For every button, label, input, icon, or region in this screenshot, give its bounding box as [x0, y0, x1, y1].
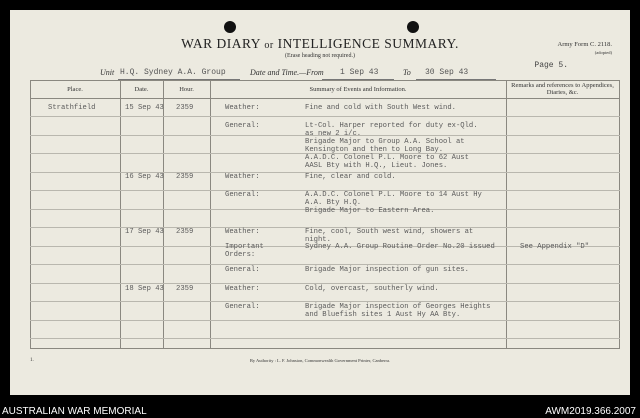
unit-line: Unit H.Q. Sydney A.A. Group Date and Time.—From 1 Sep 43 To 30 Sep 43	[10, 68, 630, 82]
unit-value: H.Q. Sydney A.A. Group	[120, 68, 226, 77]
entry-label: Important Orders:	[225, 243, 264, 259]
entry-date: 15 Sep 43	[125, 104, 164, 112]
entry-label: General:	[225, 303, 260, 311]
diary-page	[10, 10, 630, 395]
col-remarks: Remarks and references to Appendices, Diaries, &c.	[511, 82, 614, 96]
entry-text: Fine, clear and cold.	[305, 173, 396, 181]
army-form-number: Army Form C. 2118. (adopted)	[557, 41, 612, 55]
entry-hour: 2359	[176, 173, 194, 181]
entry-date: 17 Sep 43	[125, 228, 164, 236]
institution-caption: AUSTRALIAN WAR MEMORIAL	[2, 406, 147, 417]
entry-text: Brigade Major inspection of Georges Heights and Bluefish sites 1 Aust Hy AA Bty.	[305, 303, 491, 319]
entry-date: 18 Sep 43	[125, 285, 164, 293]
page-number: Page 5.	[534, 61, 568, 70]
entry-remark: See Appendix "D"	[520, 243, 590, 251]
punch-hole	[407, 21, 419, 33]
entry-text: Cold, overcast, southerly wind.	[305, 285, 439, 293]
entry-label: General:	[225, 122, 260, 130]
punch-hole	[224, 21, 236, 33]
entry-text: Lt-Col. Harper reported for duty ex-Qld. as new 2 i/c. Brigade Major to Group A.A. School at Kensington and then to Long Bay. A.A.D.C. Colonel P.L. Moore to 62 Aust AASL Bty with H.Q., Lieut. Jones.	[305, 122, 478, 170]
col-summary: Summary of Events and Information.	[309, 86, 407, 93]
entry-text: Fine and cold with South West wind.	[305, 104, 456, 112]
entry-text: Fine, cool, South west wind, showers at night.	[305, 228, 474, 244]
caption-bar	[0, 404, 640, 418]
entry-label: Weather:	[225, 104, 260, 112]
col-hour: Hour.	[179, 86, 194, 93]
entry-label: General:	[225, 266, 260, 274]
printer-authority: By Authority : L. F. Johnston, Commonwealth Government Printer, Canberra.	[249, 358, 391, 363]
col-place: Place.	[67, 86, 83, 93]
entry-hour: 2359	[176, 285, 194, 293]
diary-table	[30, 80, 620, 350]
entry-hour: 2359	[176, 104, 194, 112]
accession-number: AWM2019.366.2007	[545, 406, 636, 417]
entry-hour: 2359	[176, 228, 194, 236]
col-date: Date.	[134, 86, 149, 93]
from-date: 1 Sep 43	[340, 68, 379, 77]
form-subtitle: (Erase heading not required.)	[285, 53, 355, 59]
entry-label: Weather:	[225, 285, 260, 293]
entry-label: General:	[225, 191, 260, 199]
entry-text: Sydney A.A. Group Routine Order No.20 issued	[305, 243, 495, 251]
entry-date: 16 Sep 43	[125, 173, 164, 181]
entry-label: Weather:	[225, 173, 260, 181]
entry-text: Brigade Major inspection of gun sites.	[305, 266, 469, 274]
entry-label: Weather:	[225, 228, 260, 236]
form-title: WAR DIARY or INTELLIGENCE SUMMARY.	[181, 36, 459, 51]
footer-number: 1.	[30, 358, 34, 363]
to-date: 30 Sep 43	[425, 68, 469, 77]
entry-place: Strathfield	[48, 104, 96, 112]
entry-text: A.A.D.C. Colonel P.L. Moore to 14 Aust Hy A.A. Bty H.Q. Brigade Major to Eastern Area.	[305, 191, 482, 215]
